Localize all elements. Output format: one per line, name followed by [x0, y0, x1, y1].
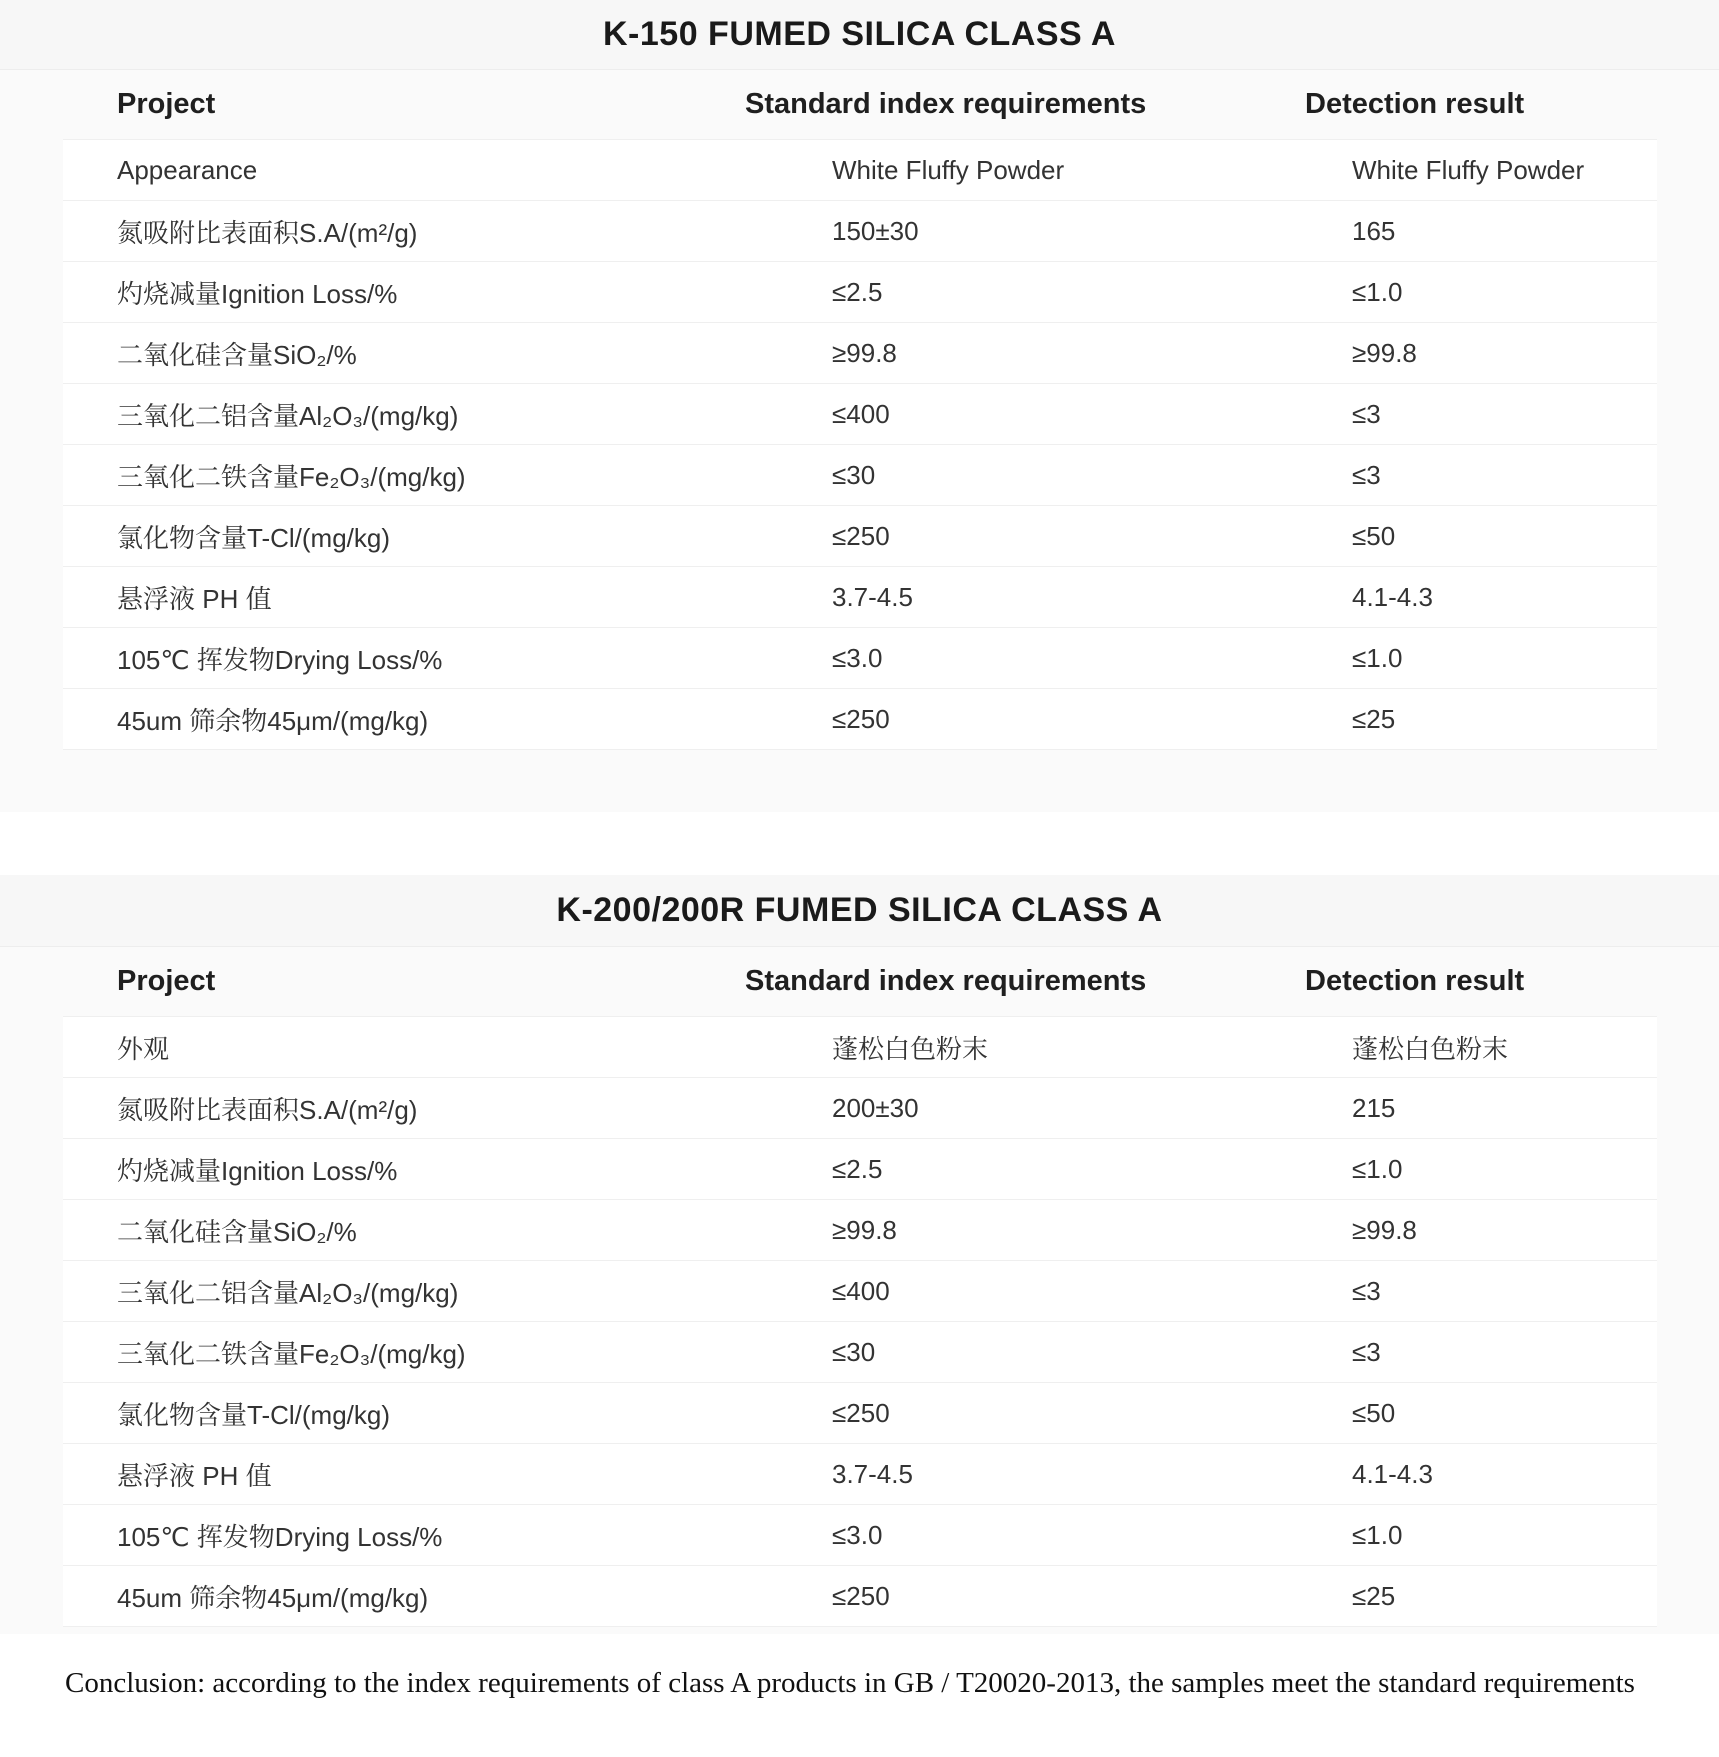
table-row: [63, 1383, 1657, 1444]
row-label: 三氧化二铁含量Fe₂O₃/(mg/kg): [117, 1338, 466, 1369]
table-row: [63, 323, 1657, 384]
row-label: 灼烧减量Ignition Loss/%: [117, 278, 398, 309]
column-header-project: Project: [117, 88, 216, 120]
standard-value: ≤2.5: [832, 1153, 883, 1184]
standard-value: ≤30: [832, 1336, 876, 1367]
section-bottom-padding: [0, 750, 1719, 812]
standard-value: 200±30: [832, 1092, 919, 1123]
table-row: [63, 1566, 1657, 1627]
standard-value: White Fluffy Powder: [832, 154, 1065, 185]
table-row: [63, 567, 1657, 628]
row-label: 外观: [117, 1033, 170, 1064]
standard-value: ≥99.8: [832, 337, 897, 368]
standard-value: ≤400: [832, 1275, 890, 1306]
row-label: 氮吸附比表面积S.A/(m²/g): [117, 217, 418, 248]
conclusion-text: Conclusion: according to the index requirements of class A products in GB / T20020-2013, the samples meet the standard requirements: [65, 1667, 1635, 1699]
table-row: [63, 506, 1657, 567]
table-row: [63, 1505, 1657, 1566]
result-value: ≤3: [1352, 1336, 1381, 1367]
table-row: [63, 201, 1657, 262]
section-gap: [0, 812, 1719, 875]
result-value: ≥99.8: [1352, 1214, 1417, 1245]
section-k200: [0, 875, 1719, 1634]
table-row: [63, 445, 1657, 506]
row-label: 悬浮液 PH 值: [117, 583, 272, 614]
standard-value: 3.7-4.5: [832, 581, 913, 612]
table-row: [63, 1261, 1657, 1322]
result-value: ≤3: [1352, 398, 1381, 429]
result-value: 215: [1352, 1092, 1396, 1123]
column-header-result: Detection result: [1305, 965, 1525, 997]
result-value: ≤50: [1352, 1397, 1396, 1428]
row-label: 105℃ 挥发物Drying Loss/%: [117, 1521, 443, 1552]
result-value: ≥99.8: [1352, 337, 1417, 368]
row-label: 45um 筛余物45μm/(mg/kg): [117, 705, 429, 736]
table-body: [63, 1016, 1657, 1627]
result-value: White Fluffy Powder: [1352, 154, 1585, 185]
standard-value: 150±30: [832, 215, 919, 246]
standard-value: ≤3.0: [832, 1519, 883, 1550]
table-row: [63, 689, 1657, 750]
result-value: ≤1.0: [1352, 1153, 1403, 1184]
table-row: [63, 1444, 1657, 1505]
result-value: ≤1.0: [1352, 1519, 1403, 1550]
result-value: 4.1-4.3: [1352, 1458, 1433, 1489]
result-value: 165: [1352, 215, 1396, 246]
table-row: [63, 262, 1657, 323]
standard-value: ≤400: [832, 398, 890, 429]
row-label: 氮吸附比表面积S.A/(m²/g): [117, 1094, 418, 1125]
standard-value: ≤2.5: [832, 276, 883, 307]
section-title: K-200/200R FUMED SILICA CLASS A: [556, 891, 1163, 929]
result-value: ≤50: [1352, 520, 1396, 551]
table-row: [63, 1017, 1657, 1078]
row-label: Appearance: [117, 154, 258, 185]
row-label: 三氧化二铁含量Fe₂O₃/(mg/kg): [117, 461, 466, 492]
table-row: [63, 140, 1657, 201]
row-label: 三氧化二铝含量Al₂O₃/(mg/kg): [117, 400, 459, 431]
row-label: 三氧化二铝含量Al₂O₃/(mg/kg): [117, 1277, 459, 1308]
column-header-project: Project: [117, 965, 216, 997]
column-header-result: Detection result: [1305, 88, 1525, 120]
row-label: 氯化物含量T-Cl/(mg/kg): [117, 522, 391, 553]
standard-value: 蓬松白色粉末: [832, 1033, 989, 1064]
result-value: ≤3: [1352, 459, 1381, 490]
section-bottom-padding: [0, 1627, 1719, 1634]
standard-value: ≥99.8: [832, 1214, 897, 1245]
section-title-bar: [0, 0, 1719, 70]
result-value: ≤1.0: [1352, 276, 1403, 307]
table-row: [63, 1322, 1657, 1383]
result-value: 蓬松白色粉末: [1352, 1033, 1509, 1064]
standard-value: ≤250: [832, 1580, 890, 1611]
standard-value: ≤3.0: [832, 642, 883, 673]
section-k150: [0, 0, 1719, 812]
standard-value: ≤250: [832, 1397, 890, 1428]
row-label: 45um 筛余物45μm/(mg/kg): [117, 1582, 429, 1613]
row-label: 灼烧减量Ignition Loss/%: [117, 1155, 398, 1186]
table-body: [63, 139, 1657, 750]
table-row: [63, 628, 1657, 689]
row-label: 悬浮液 PH 值: [117, 1460, 272, 1491]
table-header-row: [0, 70, 1719, 139]
column-header-standard: Standard index requirements: [745, 88, 1147, 120]
row-label: 二氧化硅含量SiO₂/%: [117, 339, 357, 370]
row-label: 二氧化硅含量SiO₂/%: [117, 1216, 357, 1247]
standard-value: 3.7-4.5: [832, 1458, 913, 1489]
result-value: ≤1.0: [1352, 642, 1403, 673]
result-value: ≤25: [1352, 1580, 1396, 1611]
result-value: ≤25: [1352, 703, 1396, 734]
table-row: [63, 1200, 1657, 1261]
table-row: [63, 384, 1657, 445]
standard-value: ≤250: [832, 703, 890, 734]
section-title-bar: [0, 875, 1719, 947]
result-value: ≤3: [1352, 1275, 1381, 1306]
section-title: K-150 FUMED SILICA CLASS A: [603, 15, 1116, 53]
table-row: [63, 1139, 1657, 1200]
standard-value: ≤250: [832, 520, 890, 551]
column-header-standard: Standard index requirements: [745, 965, 1147, 997]
row-label: 105℃ 挥发物Drying Loss/%: [117, 644, 443, 675]
table-header-row: [0, 947, 1719, 1016]
table-row: [63, 1078, 1657, 1139]
result-value: 4.1-4.3: [1352, 581, 1433, 612]
row-label: 氯化物含量T-Cl/(mg/kg): [117, 1399, 391, 1430]
standard-value: ≤30: [832, 459, 876, 490]
